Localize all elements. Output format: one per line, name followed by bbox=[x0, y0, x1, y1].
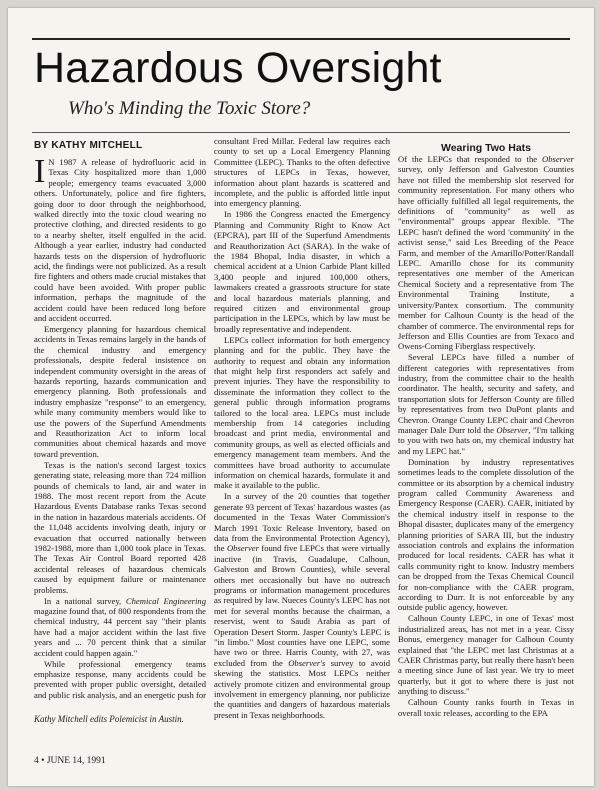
paragraph bbox=[214, 491, 390, 720]
article-subhead: Who's Minding the Toxic Store? bbox=[68, 98, 311, 119]
author-note bbox=[34, 714, 224, 724]
paragraph: In 1986 the Congress enacted the Emergency Planning and Community Right to Know Act (EPCRA), part III of the Superfund Amendments and Reauthorization Act (SARA). In the wake of the 1984 Bhopal, India disaster, in which a chemical accident at a Union Carbide Plant killed 3,400 people and injured 100,000 others, lawmakers created a grassroots structure for state and local hazardous materials planning, and required citizen and environmental group participation in the LEPCs, which by law must be broadly representative and independent. bbox=[214, 209, 390, 334]
column-3-sidebar bbox=[398, 154, 574, 774]
sidebar-heading: Wearing Two Hats bbox=[440, 142, 532, 154]
article-headline: Hazardous Oversight bbox=[34, 44, 442, 92]
paragraph: LEPCs collect information for both emergency planning and for the public. They have the authority to request and obtain any information that might help first responders act safely and prevent injuries. They have the responsibility to disseminate the information they collect to the general public through information programs tailored to the local area. LEPCs must include membership from 14 categories including broadcast and print media, environmental and community groups, as well as elected officials and emergency management team members. And the committees have broad authority to accumulate information on chemical hazards, formulate it and make it available to the public. bbox=[214, 334, 390, 491]
publication-name: Observer bbox=[496, 425, 529, 436]
paragraph: consultant Fred Millar. Federal law requires each county to set up a Local Emergency Planning Committee (LEPC). Thanks to the often defective structures of LEPCs in Texas, however, information about plant hazards is scattered and incomplete, and the public is afforded little input into emergency planning. bbox=[214, 136, 390, 209]
author-name: Kathy Mitchell bbox=[34, 714, 88, 724]
paragraph-text: Of the LEPCs that responded to the bbox=[398, 154, 543, 164]
paragraph-text: survey, only Jefferson and Galveston Counties have not filled the membership slot reserved for community representation. For many others who have officially fulfilled all legal requirements, the definitions of "community" as well as "environmental" groups appear flexible. "The LEPC hasn't defined the word 'community' in the activist sense," said Les Breeding of the Peace Farm, and member of the Amarillo/Potter/Randall LEPC. Amarillo chose for its community representatives one member of the American Chemical Society and a representative from The Environmental Training Institute, a university/Pantex consortium. The community member for Calhoun County is the head of the chamber of commerce. The environmental reps for Jefferson and Ellis Counties are from Texaco and Owens-Corning Fiberglass respectively. bbox=[398, 164, 574, 352]
paragraph: Emergency planning for hazardous chemical accidents in Texas remains largely in the hands of the chemical industry and emergency professionals, despite federal insistence on independent community oversight in the areas of hazards reporting, hazards communication and emergency planning. Both professionals and industry emphasize "response" to an emergency, while many community members would like to use the powers of the Superfund Amendments and Reauthorization Act to inform local communities about chemical hazards and move toward prevention. bbox=[34, 324, 206, 459]
page-footer: 4 • JUNE 14, 1991 bbox=[34, 756, 106, 766]
paragraph: While professional emergency teams emphasize response, many accidents could be prevented with proper public oversight, detailed and public risk analysis, and an energetic push for bbox=[34, 658, 206, 700]
paragraph bbox=[34, 157, 206, 324]
column-2 bbox=[214, 136, 390, 754]
publication-name: Observer bbox=[226, 543, 259, 554]
paragraph-text: Several LEPCs have filled a number of different categories with representatives from industry, from the committee chair to the health coordinator. The health, security and safety, and transportation slots for Jefferson County are filled by representatives from two DuPont plants and Chevron. Orange County LEPC chair and Chevron manager Dale Durr told the bbox=[398, 352, 574, 436]
paragraph-text: magazine found that, of 800 respondents from the chemical industry, 44 percent say "their plants have had a major accident within the last five years and ... 70 percent think that a similar accident could happen again." bbox=[34, 605, 206, 658]
paragraph: Texas is the nation's second largest toxics generating state, releasing more than 724 million pounds of chemicals to land, air and water in 1988. The most recent report from the Acute Hazardous Events Database ranks Texas second in the nation in hazardous materials accidents. Of the 11,048 accidents involving death, injury or evacuation that occurred nationally between 1982-1988, more than 1,000 took place in Texas. The Texas Air Control Board reported 428 accidental releases of hazardous chemicals caused by equipment failure or maintenance problems. bbox=[34, 459, 206, 595]
paragraph bbox=[398, 154, 574, 352]
paragraph: Calhoun County LEPC, in one of Texas' most industrialized areas, has not met in a year. Cissy Bonus, emergency manager for Calhoun County explained that "the LEPC met last Christmas at a CAER Christmas party, but really there hasn't been a meeting since June of last year. We try to meet quarterly, but it got to where there is just not anything to discuss." bbox=[398, 613, 574, 697]
column-1 bbox=[34, 157, 206, 702]
publication-name: Observer's bbox=[288, 657, 326, 668]
paragraph-text: found five LEPCs that were virtually inactive (in Travis, Guadalupe, Calhoun, Galveston and Brown Counties), while several others met occasionally but have no outreach programs or information management procedures as required by law. Nueces County's LEPC has not met for several months because the chairman, a reservist, went to Saudi Arabia as part of Operation Desert Storm. Jasper County's LEPC is "in limbo." Most counties have one LEPC, some have two or three. Harris County, with 27, was excluded from the bbox=[214, 543, 390, 668]
subhead-rule bbox=[32, 132, 570, 133]
magazine-page bbox=[8, 8, 594, 786]
paragraph-text: , "I'm talking to you with two hats on, my chemical industry hat and my LEPC hat." bbox=[398, 425, 574, 456]
paragraph-text: N 1987 A release of hydrofluoric acid in Texas City hospitalized more than 1,000 people; emergency teams evacuated 3,000 others. Unfortunately, police and fire fighters, going door to door through the neighborhood, walked directly into the toxic cloud wearing no protective clothing, and directed residents to go to a nearby shelter, itself engulfed in the acid. Although a year earlier, industry had conducted hazards tests on the dispersion of hydrofluoric acid, the findings were not publicized. As a result fire fighters and others made crucial mistakes that could have been avoided. With proper public information, perhaps the magnitude of the accident could have been reduced long before and accident occurred. bbox=[34, 157, 206, 324]
paragraph bbox=[398, 352, 574, 456]
paragraph: Calhoun County ranks fourth in Texas in overall toxic releases, according to the EPA bbox=[398, 697, 574, 718]
drop-cap: I bbox=[34, 157, 46, 190]
magazine-title: Chemical Engineering bbox=[125, 595, 206, 606]
author-note-text: edits Polemicist in Austin. bbox=[87, 714, 184, 724]
paragraph-text: survey to avoid skewing the statistics. Most LEPCs neither actively promote citizen and environmental group involvement in emergency planning, nor publicize the quantities and dangers of hazardous materials present in Texas neighborhoods. bbox=[214, 657, 390, 720]
paragraph bbox=[34, 596, 206, 658]
top-rule bbox=[32, 38, 570, 40]
paragraph: Domination by industry representatives sometimes leads to the complete dissolution of the committee or its absorption by a chemical industry program called Community Awareness and Emergency Response (CAER). CAER, initiated by the chemical industry itself in response to the Bhopal disaster, duplicates many of the emergency planning priorities of SARA III, but the industry association controls and explains the information produced for local residents. CAER has what it calls community right to know. Industry members can be dropped from the Texas Chemical Council for non-compliance with the CAER program, according to Durr. It is not enforceable by any outside public agency, however. bbox=[398, 456, 574, 613]
byline: BY KATHY MITCHELL bbox=[34, 140, 143, 151]
paragraph-text: In a national survey, bbox=[44, 595, 126, 606]
paragraph-text: In a survey of the 20 counties that together generate 93 percent of Texas' hazardous wastes (as documented in the Texas Water Commission's March 1991 Toxic Release Inventory, based on data from the Environmental Protection Agency), the bbox=[214, 491, 390, 554]
publication-name: Observer bbox=[542, 154, 574, 164]
